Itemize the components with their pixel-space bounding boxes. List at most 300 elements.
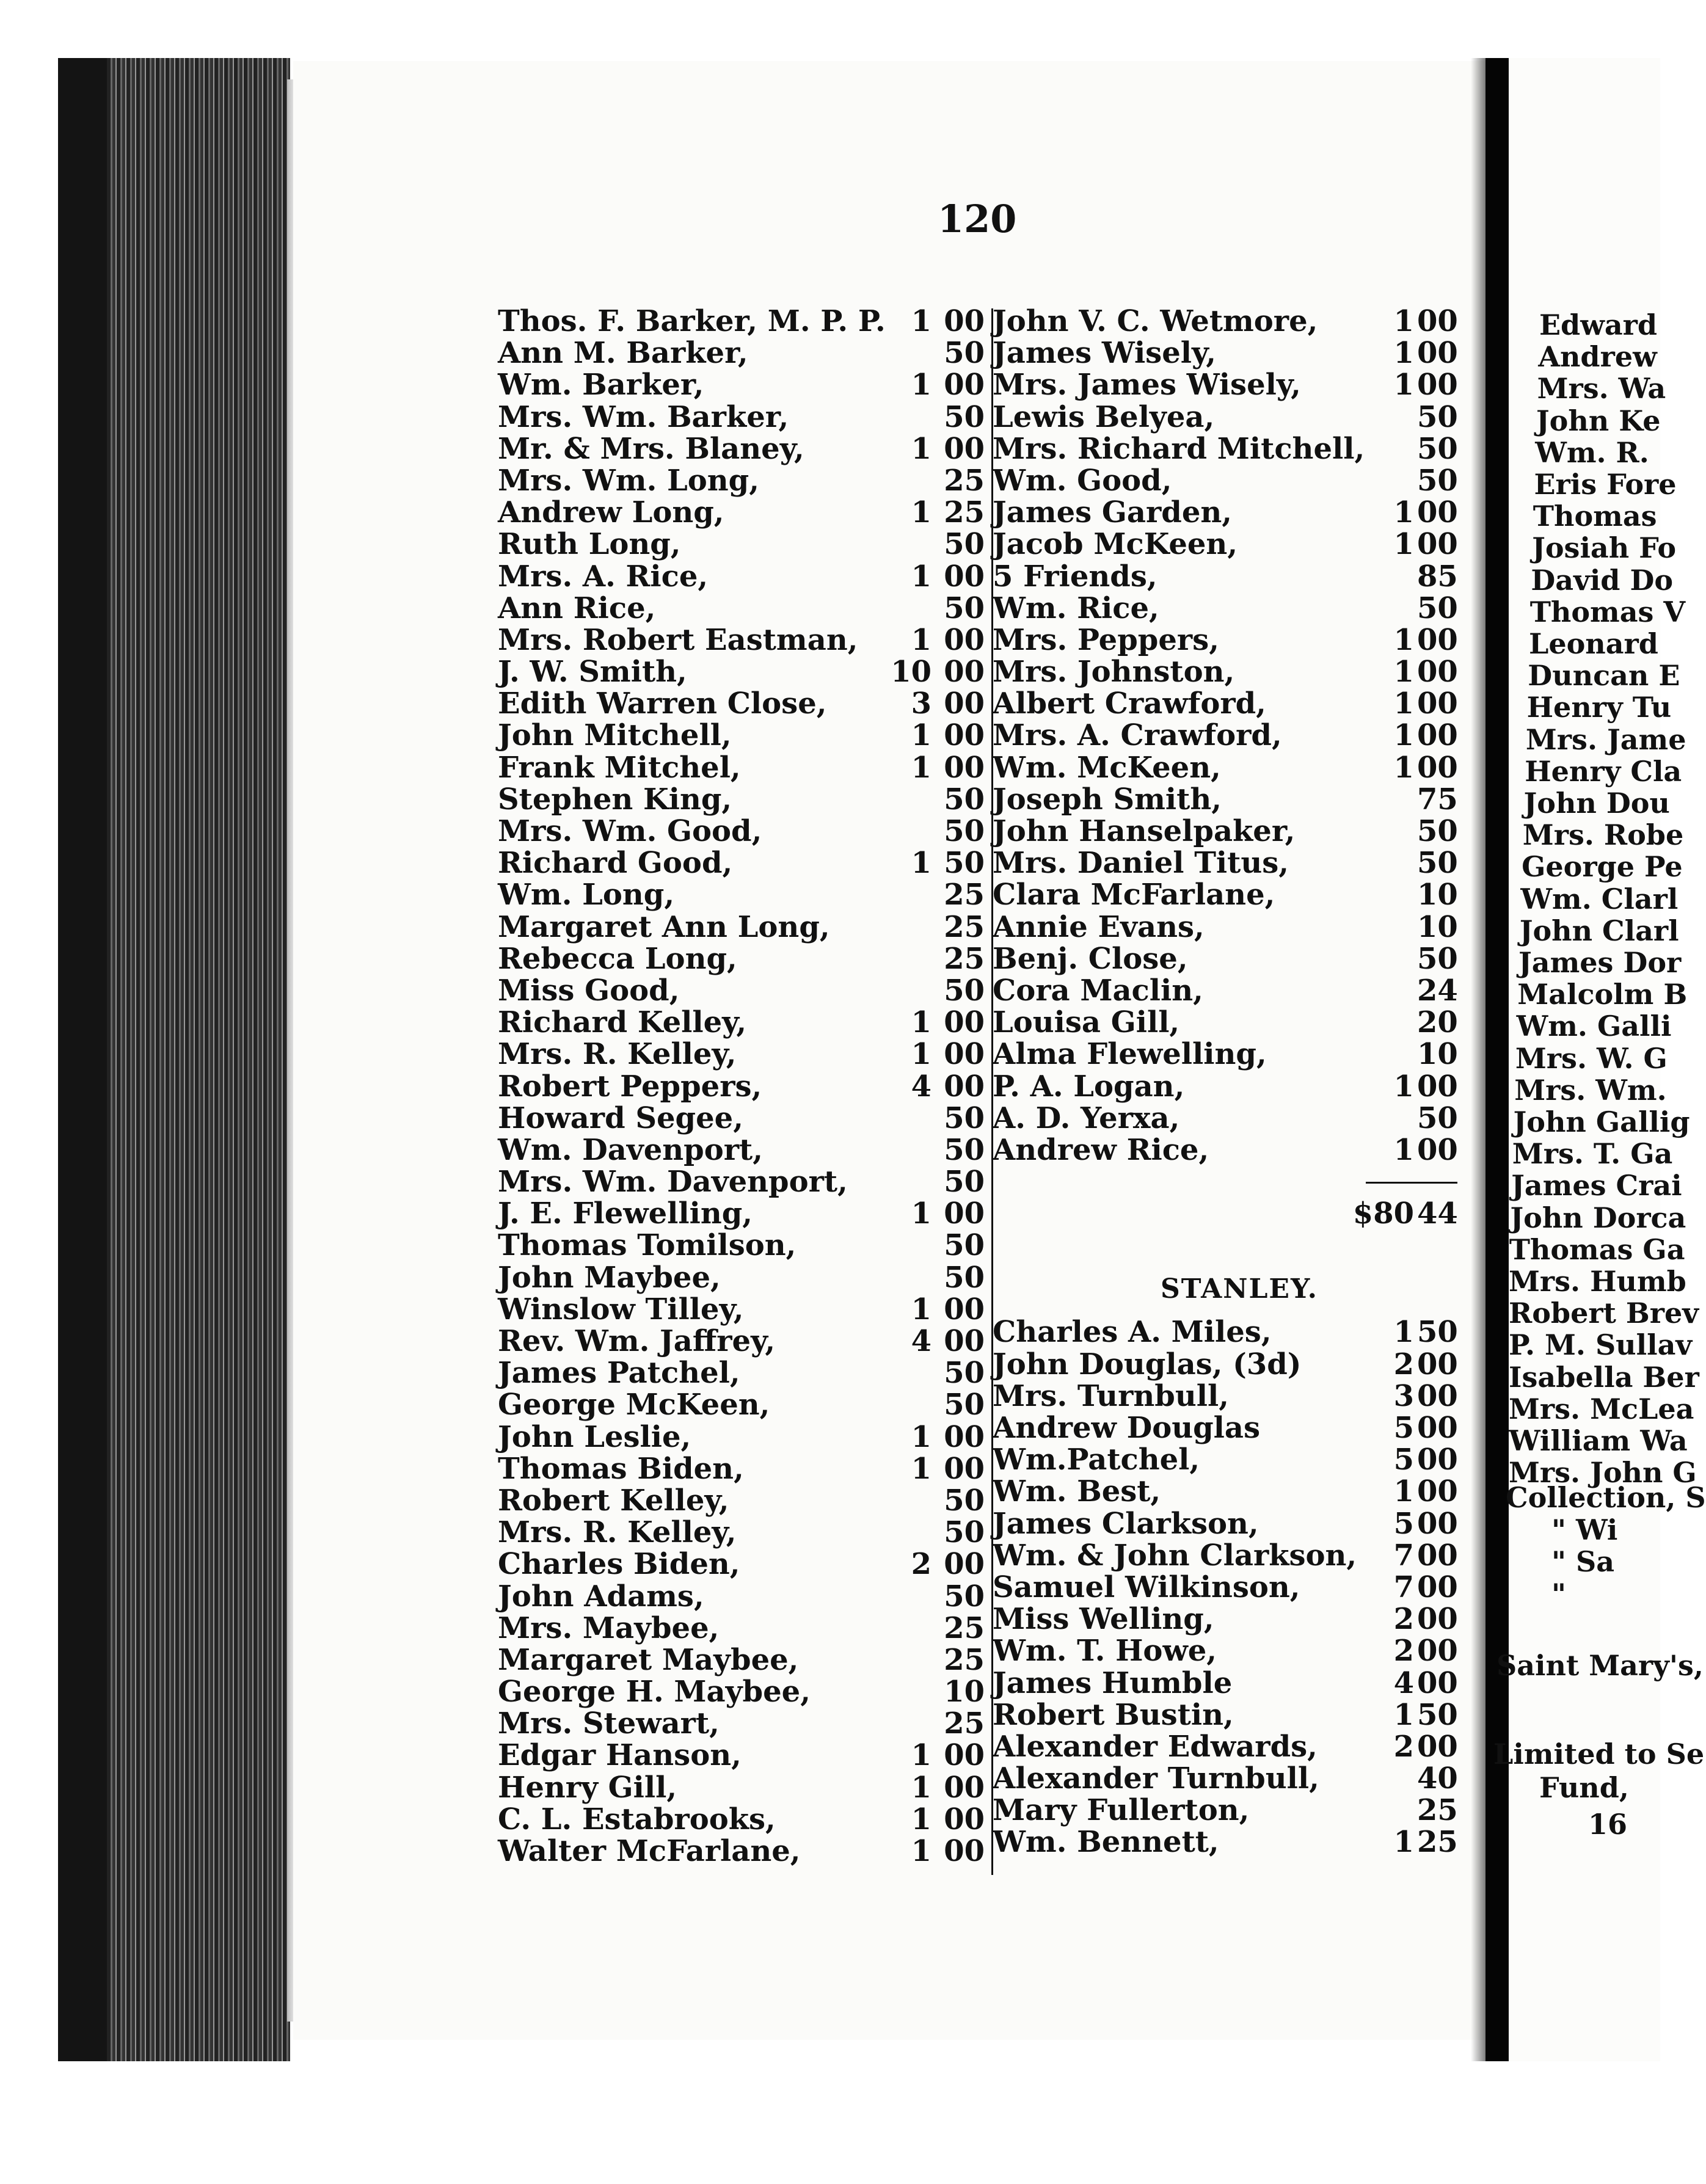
amount-cents: 00: [944, 1738, 985, 1773]
subscriber-row: [498, 1038, 990, 1070]
amount-dollars: 1: [911, 304, 931, 338]
subscriber-row: [498, 1325, 990, 1357]
subscriber-name: James Clarkson,: [993, 1506, 1259, 1541]
subscriber-name: James Garden,: [993, 495, 1232, 530]
amount-cents: 00: [944, 1037, 985, 1072]
subscriber-name: Mrs. Stewart,: [498, 1706, 720, 1741]
subscriber-name: Clara McFarlane,: [993, 878, 1275, 912]
subscriber-row: [986, 975, 1460, 1006]
subscriber-row: [498, 719, 990, 751]
facing-page-line: P. M. Sullav: [1509, 1328, 1693, 1362]
subscriber-name: Mary Fullerton,: [993, 1793, 1250, 1828]
facing-page-line: Isabella Ber: [1509, 1360, 1699, 1394]
amount-cents: 00: [944, 718, 985, 753]
subscriber-name: Wm. Good,: [993, 463, 1172, 498]
subscriber-row: [986, 879, 1460, 911]
amount-cents: 00: [1417, 1665, 1458, 1700]
subscriber-name: Wm. Davenport,: [498, 1132, 763, 1167]
subscriber-row: [986, 815, 1460, 847]
subscriber-name: Thomas Biden,: [498, 1451, 744, 1486]
amount-dollars: 1: [1393, 304, 1414, 338]
subscriber-row: [498, 624, 990, 656]
subscriber-row: [498, 879, 990, 911]
amount-cents: 50: [944, 399, 985, 434]
subscriber-name: Edith Warren Close,: [498, 686, 827, 721]
subscriber-row: [986, 719, 1460, 751]
subscriber-name: Benj. Close,: [993, 941, 1188, 976]
subscriber-row: [986, 1476, 1460, 1507]
subscriber-name: Mrs. R. Kelley,: [498, 1515, 737, 1550]
subscriber-name: Mrs. A. Rice,: [498, 559, 709, 594]
amount-cents: 00: [944, 655, 985, 690]
amount-cents: 00: [1417, 622, 1458, 657]
amount-cents: 00: [944, 1419, 985, 1454]
subscriber-row: [498, 1644, 990, 1676]
amount-cents: 10: [944, 1675, 985, 1709]
amount-cents: 25: [944, 463, 985, 498]
subscriber-row: [986, 1571, 1460, 1603]
subscriber-name: Mrs. Richard Mitchell,: [993, 431, 1365, 466]
page-number: 120: [938, 197, 1017, 241]
amount-dollars: 1: [911, 1802, 931, 1836]
amount-cents: 00: [1417, 1570, 1458, 1604]
subscriber-name: Richard Kelley,: [498, 1005, 747, 1040]
subscriber-name: Mrs. R. Kelley,: [498, 1037, 737, 1072]
amount-cents: 25: [944, 1611, 985, 1645]
subscriber-name: Lewis Belyea,: [993, 399, 1215, 434]
amount-cents: 00: [1417, 1069, 1458, 1104]
facing-page-saint-marys: Saint Mary's,: [1496, 1649, 1704, 1682]
subscriber-row: [986, 1699, 1460, 1731]
subscriber-name: Miss Welling,: [993, 1602, 1214, 1637]
subscriber-name: Henry Gill,: [498, 1770, 677, 1805]
subscriber-row: [498, 1581, 990, 1612]
amount-dollars: 1: [911, 1738, 931, 1773]
subscriber-name: Mrs. Wm. Long,: [498, 463, 759, 498]
amount-cents: 00: [1417, 336, 1458, 371]
subscriber-row: [498, 688, 990, 719]
amount-cents: 50: [944, 336, 985, 371]
subscriber-row: [498, 1389, 990, 1421]
subscriber-row: [498, 561, 990, 592]
subscriber-row: [986, 465, 1460, 497]
amount-dollars: 1: [911, 1292, 931, 1327]
subscriber-row: [498, 337, 990, 369]
amount-dollars: 1: [1393, 686, 1414, 721]
subscriber-row: [986, 943, 1460, 975]
amount-cents: 50: [1417, 1315, 1458, 1350]
amount-dollars: 7: [1393, 1538, 1414, 1573]
gutter-shade: [1471, 58, 1487, 2061]
amount-cents: 50: [944, 1260, 985, 1295]
facing-page-line: James Dor: [1518, 946, 1682, 979]
amount-cents: 25: [1417, 1793, 1458, 1828]
amount-dollars: 2: [1393, 1602, 1414, 1637]
facing-page-fund: Fund,: [1539, 1771, 1629, 1804]
subscriber-name: Annie Evans,: [993, 909, 1205, 944]
amount-cents: 24: [1417, 973, 1458, 1008]
amount-cents: 00: [944, 686, 985, 721]
right-column: [986, 305, 1460, 1858]
subscriber-name: Cora Maclin,: [993, 973, 1203, 1008]
amount-cents: 00: [1417, 750, 1458, 785]
facing-page-line: Mrs. Humb: [1509, 1265, 1686, 1298]
facing-page-line: Henry Tu: [1526, 691, 1672, 724]
subscriber-row: [498, 1612, 990, 1644]
subscriber-name: George McKeen,: [498, 1388, 770, 1422]
amount-cents: 00: [1417, 1602, 1458, 1637]
amount-dollars: 1: [911, 622, 931, 657]
amount-dollars: 1: [1393, 1474, 1414, 1509]
amount-cents: 00: [944, 1451, 985, 1486]
amount-cents: 50: [1417, 814, 1458, 848]
subscriber-row: [986, 656, 1460, 688]
amount-cents: 10: [1417, 878, 1458, 912]
subscriber-row: [498, 497, 990, 528]
subscriber-row: [498, 305, 990, 337]
subscriber-name: Thomas Tomilson,: [498, 1228, 796, 1263]
amount-cents: 75: [1417, 782, 1458, 817]
amount-dollars: 7: [1393, 1570, 1414, 1604]
subscriber-name: Wm. Barker,: [498, 368, 704, 402]
book-edge-shadow: [58, 58, 107, 2061]
subscriber-row: [498, 1676, 990, 1708]
facing-page-line: John Ke: [1536, 404, 1661, 437]
facing-page-line: Mrs. T. Ga: [1512, 1137, 1673, 1171]
subscriber-name: Mrs. Wm. Good,: [498, 814, 762, 848]
subscriber-name: Jacob McKeen,: [993, 527, 1238, 562]
amount-cents: 40: [1417, 1761, 1458, 1796]
facing-page-line: John Dorca: [1510, 1201, 1686, 1234]
subscriber-name: John Mitchell,: [498, 718, 732, 753]
amount-cents: 00: [1417, 304, 1458, 338]
total-dollars: $80: [1352, 1196, 1414, 1231]
amount-dollars: 1: [911, 1005, 931, 1040]
subscriber-name: J. W. Smith,: [498, 655, 687, 690]
subscriber-row: [498, 1134, 990, 1166]
subscriber-row: [498, 369, 990, 401]
amount-cents: 00: [944, 1547, 985, 1582]
amount-dollars: 1: [1393, 1315, 1414, 1350]
subscriber-row: [498, 592, 990, 624]
facing-page-line: Mrs. Wm.: [1514, 1073, 1667, 1107]
subscriber-row: [498, 1708, 990, 1739]
subscriber-row: [498, 1453, 990, 1485]
amount-dollars: 10: [891, 655, 931, 690]
subscriber-row: [986, 1603, 1460, 1635]
subscriber-row: [498, 1835, 990, 1867]
subscriber-row: [498, 943, 990, 975]
left-column: [498, 305, 990, 1867]
subscriber-name: Margaret Maybee,: [498, 1642, 799, 1677]
subscriber-row: [986, 1635, 1460, 1667]
amount-cents: 50: [944, 1356, 985, 1391]
facing-page-ditto1: " Wi: [1551, 1513, 1618, 1546]
amount-cents: 00: [1417, 1729, 1458, 1764]
amount-dollars: 4: [911, 1069, 931, 1104]
subscriber-name: Andrew Long,: [498, 495, 724, 530]
subscriber-row: [986, 1006, 1460, 1038]
subscriber-row: [498, 1548, 990, 1580]
amount-dollars: 2: [1393, 1634, 1414, 1669]
facing-page-ditto3: ": [1551, 1578, 1566, 1611]
facing-page-line: Mrs. McLea: [1509, 1392, 1694, 1425]
subscriber-name: John Leslie,: [498, 1419, 691, 1454]
subscriber-row: [986, 1826, 1460, 1858]
subscriber-row: [498, 433, 990, 465]
amount-dollars: 5: [1393, 1506, 1414, 1541]
subscriber-name: Mrs. James Wisely,: [993, 368, 1301, 402]
subscriber-row: [498, 1006, 990, 1038]
facing-page-line: Duncan E: [1528, 659, 1680, 693]
subscriber-name: Robert Peppers,: [498, 1069, 762, 1104]
facing-page-line: Eris Fore: [1534, 468, 1677, 501]
amount-cents: 00: [944, 559, 985, 594]
subscriber-row: [986, 305, 1460, 337]
subscriber-row: [986, 497, 1460, 528]
amount-cents: 00: [944, 1292, 985, 1327]
subscriber-name: Ann M. Barker,: [498, 336, 748, 371]
amount-cents: 25: [944, 909, 985, 944]
subscriber-row: [498, 656, 990, 688]
subscriber-name: P. A. Logan,: [993, 1069, 1185, 1104]
subscriber-row: [498, 1198, 990, 1229]
subscriber-row: [986, 784, 1460, 815]
amount-dollars: 5: [1393, 1411, 1414, 1445]
amount-cents: 50: [1417, 1101, 1458, 1135]
subscriber-row: [498, 1739, 990, 1771]
amount-cents: 00: [1417, 1443, 1458, 1477]
subscriber-name: Wm. Long,: [498, 878, 675, 912]
subscriber-name: John Maybee,: [498, 1260, 721, 1295]
subscriber-name: Mrs. Wm. Barker,: [498, 399, 789, 434]
amount-dollars: 1: [1393, 1132, 1414, 1167]
amount-dollars: 1: [1393, 1697, 1414, 1732]
amount-dollars: 1: [1393, 622, 1414, 657]
amount-cents: 00: [944, 1802, 985, 1836]
subscriber-row: [498, 1102, 990, 1134]
facing-page-line: Wm. R.: [1535, 435, 1649, 469]
facing-page-line: Mrs. Jame: [1525, 723, 1686, 756]
amount-cents: 00: [1417, 495, 1458, 530]
facing-page-line: Andrew: [1538, 340, 1657, 374]
subscriber-row: [986, 592, 1460, 624]
amount-cents: 50: [944, 973, 985, 1008]
subscriber-row: [498, 911, 990, 943]
amount-cents: 50: [944, 1101, 985, 1135]
subscriber-row: [986, 561, 1460, 592]
subscriber-row: [986, 688, 1460, 719]
subscriber-name: Mrs. Wm. Davenport,: [498, 1165, 848, 1199]
subscriber-name: Howard Segee,: [498, 1101, 743, 1135]
subscriber-name: James Wisely,: [993, 336, 1216, 371]
amount-cents: 00: [1417, 718, 1458, 753]
subscriber-row: [498, 1294, 990, 1325]
amount-cents: 25: [944, 1706, 985, 1741]
subscriber-name: Robert Kelley,: [498, 1483, 729, 1518]
subscriber-row: [986, 401, 1460, 433]
subscriber-name: Miss Good,: [498, 973, 680, 1008]
facing-page-ditto2: " Sa: [1551, 1545, 1615, 1578]
amount-cents: 50: [944, 1515, 985, 1550]
facing-page-line: Mrs. Robe: [1522, 818, 1684, 852]
amount-dollars: 1: [911, 1451, 931, 1486]
amount-cents: 50: [1417, 591, 1458, 625]
subscriber-row: [986, 1667, 1460, 1699]
subscriber-row: [986, 1540, 1460, 1571]
subscriber-name: John Hanselpaker,: [993, 814, 1296, 848]
amount-cents: 50: [1417, 846, 1458, 881]
subscriber-name: Joseph Smith,: [993, 782, 1222, 817]
amount-cents: 00: [944, 368, 985, 402]
subscriber-name: Walter McFarlane,: [498, 1834, 801, 1868]
subscriber-name: Louisa Gill,: [993, 1005, 1180, 1040]
amount-cents: 00: [1417, 1378, 1458, 1413]
amount-dollars: 1: [911, 431, 931, 466]
subscriber-name: Mrs. Turnbull,: [993, 1378, 1229, 1413]
subscriber-row: [498, 1166, 990, 1198]
amount-cents: 00: [944, 1324, 985, 1358]
subscriber-name: Wm. McKeen,: [993, 750, 1221, 785]
amount-dollars: 1: [911, 559, 931, 594]
facing-page-limited: Limited to Se: [1493, 1738, 1705, 1771]
subscriber-name: Wm. Rice,: [993, 591, 1159, 625]
subscriber-row: [986, 1071, 1460, 1102]
facing-page-line: Wm. Galli: [1516, 1010, 1672, 1043]
amount-cents: 00: [944, 431, 985, 466]
facing-page-line: John Dou: [1523, 787, 1670, 820]
subscriber-name: Samuel Wilkinson,: [993, 1570, 1300, 1604]
amount-dollars: 1: [911, 1196, 931, 1231]
subscriber-row: [498, 784, 990, 815]
amount-cents: 00: [944, 1069, 985, 1104]
amount-cents: 25: [1417, 1825, 1458, 1860]
amount-dollars: 4: [1393, 1665, 1414, 1700]
subscriber-row: [498, 1071, 990, 1102]
subscriber-row: [986, 1102, 1460, 1134]
amount-cents: 00: [1417, 1474, 1458, 1509]
section-title-text: STANLEY.: [1161, 1273, 1318, 1305]
facing-page-number: 16: [1588, 1808, 1628, 1841]
amount-cents: 00: [1417, 1506, 1458, 1541]
subscriber-row: [498, 1804, 990, 1835]
amount-dollars: 1: [1393, 655, 1414, 690]
subscriber-name: J. E. Flewelling,: [498, 1196, 753, 1231]
amount-cents: 50: [1417, 431, 1458, 466]
subscriber-name: 5 Friends,: [993, 559, 1157, 594]
amount-cents: 25: [944, 878, 985, 912]
amount-dollars: 1: [1393, 527, 1414, 562]
subscriber-name: Alma Flewelling,: [993, 1037, 1267, 1072]
amount-cents: 50: [1417, 399, 1458, 434]
subscriber-name: George H. Maybee,: [498, 1675, 811, 1709]
amount-dollars: 1: [1393, 336, 1414, 371]
amount-cents: 50: [944, 1579, 985, 1614]
facing-page-fragment: [1493, 58, 1706, 2061]
amount-dollars: 2: [1393, 1729, 1414, 1764]
subscriber-name: Wm. T. Howe,: [993, 1634, 1217, 1669]
subscriber-row: [986, 1763, 1460, 1794]
facing-page-line: John Clarl: [1519, 914, 1679, 947]
facing-page-line: Malcolm B: [1517, 978, 1688, 1011]
amount-dollars: 4: [911, 1324, 931, 1358]
amount-cents: 00: [944, 304, 985, 338]
subscriber-row: [498, 815, 990, 847]
amount-dollars: 2: [911, 1547, 931, 1582]
subscriber-name: John Douglas, (3d): [993, 1347, 1302, 1381]
amount-cents: 00: [1417, 1634, 1458, 1669]
amount-cents: 50: [944, 1483, 985, 1518]
amount-dollars: 5: [1393, 1443, 1414, 1477]
facing-page-line: Josiah Fo: [1532, 531, 1677, 565]
amount-cents: 00: [1417, 527, 1458, 562]
subscriber-row: [986, 433, 1460, 465]
amount-dollars: 1: [1393, 718, 1414, 753]
amount-cents: 50: [944, 846, 985, 881]
subscriber-row: [498, 1485, 990, 1516]
facing-page-line: Thomas Ga: [1509, 1232, 1685, 1266]
subscriber-name: Wm.Patchel,: [993, 1443, 1200, 1477]
amount-dollars: 1: [911, 495, 931, 530]
amount-cents: 00: [1417, 1132, 1458, 1167]
amount-cents: 50: [1417, 463, 1458, 498]
amount-cents: 00: [944, 750, 985, 785]
facing-page-line: Robert Brev: [1509, 1297, 1699, 1330]
subscriber-row: [498, 752, 990, 784]
subscriber-row: [498, 1516, 990, 1548]
subscriber-row: [498, 1262, 990, 1294]
subscriber-name: A. D. Yerxa,: [993, 1101, 1180, 1135]
subscriber-row: [986, 1444, 1460, 1476]
subscriber-row: [986, 1508, 1460, 1540]
amount-dollars: 1: [1393, 1825, 1414, 1860]
amount-dollars: 1: [911, 1419, 931, 1454]
section-title: [986, 1261, 1460, 1316]
facing-page-line: Henry Cla: [1525, 754, 1682, 788]
subscriber-row: [498, 528, 990, 560]
subscriber-name: Albert Crawford,: [993, 686, 1266, 721]
amount-cents: 00: [1417, 655, 1458, 690]
facing-page-collection: Collection, S: [1506, 1481, 1706, 1514]
subscriber-row: [986, 1134, 1460, 1166]
subscriber-name: Ann Rice,: [498, 591, 656, 625]
amount-dollars: 1: [911, 1834, 931, 1868]
amount-dollars: 1: [1393, 368, 1414, 402]
subscriber-name: C. L. Estabrooks,: [498, 1802, 776, 1836]
subscriber-row: [498, 465, 990, 497]
amount-cents: 00: [944, 1196, 985, 1231]
subscriber-row: [986, 1380, 1460, 1412]
subscriber-row: [498, 847, 990, 879]
amount-dollars: 1: [1393, 1069, 1414, 1104]
subscriber-name: James Humble: [993, 1665, 1233, 1700]
amount-cents: 25: [944, 941, 985, 976]
amount-cents: 00: [1417, 686, 1458, 721]
subscriber-name: Robert Bustin,: [993, 1697, 1234, 1732]
total-cents: 44: [1417, 1196, 1458, 1231]
subscriber-name: Margaret Ann Long,: [498, 909, 830, 944]
amount-cents: 20: [1417, 1005, 1458, 1040]
subscriber-row: [498, 1421, 990, 1453]
subscriber-name: Mrs. Peppers,: [993, 622, 1219, 657]
subscriber-row: [986, 369, 1460, 401]
amount-cents: 10: [1417, 909, 1458, 944]
amount-dollars: 3: [1393, 1378, 1414, 1413]
amount-cents: 00: [944, 1770, 985, 1805]
section-gap: [986, 1229, 1460, 1261]
amount-cents: 25: [944, 1642, 985, 1677]
subscriber-name: Thos. F. Barker, M. P. P.: [498, 304, 886, 338]
